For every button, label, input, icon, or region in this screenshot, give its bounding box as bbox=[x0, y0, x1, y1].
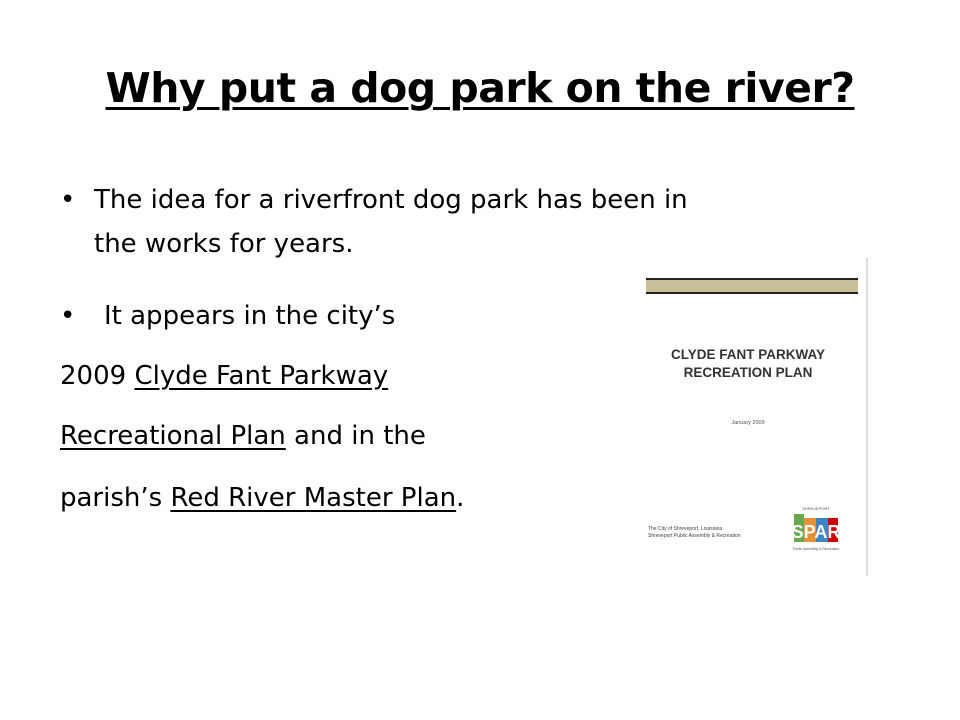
document-edge bbox=[866, 258, 868, 576]
bullet-icon: • bbox=[60, 301, 76, 331]
slide-title-text: Why put a dog park on the river? bbox=[105, 64, 855, 112]
document-footer bbox=[648, 526, 768, 540]
bullet-1-line-1: The idea for a riverfront dog park has been in bbox=[94, 185, 688, 215]
document-date: January 2009 bbox=[731, 420, 765, 426]
spar-logo-icon bbox=[786, 500, 846, 560]
document-footer-line-2: Shreveport Public Assembly & Recreation bbox=[648, 533, 741, 539]
red-river-master-plan-title: Red River Master Plan bbox=[170, 483, 457, 513]
bullet-icon: • bbox=[60, 185, 76, 215]
bullet-text-2: It appears in the city’s bbox=[104, 301, 396, 331]
document-header-bar bbox=[646, 278, 858, 294]
spar-logo-sub-text: Public Assembly & Recreation bbox=[792, 547, 840, 551]
spar-logo-text: SPAR bbox=[791, 522, 841, 542]
body-line-1-pre: 2009 bbox=[60, 361, 135, 391]
document-footer-line-1: The City of Shreveport, Louisiana bbox=[648, 526, 723, 532]
document-cover-image bbox=[626, 258, 870, 576]
document-title-line-2: RECREATION PLAN bbox=[683, 365, 813, 380]
body-line-3-pre: parish’s bbox=[60, 483, 171, 513]
bullet-1-line-2: the works for years. bbox=[94, 229, 354, 259]
body-line-2-post: and in the bbox=[285, 421, 426, 451]
bullet-text-1 bbox=[94, 178, 688, 266]
body-line-3-post: . bbox=[456, 483, 465, 513]
recreational-plan-title: Recreational Plan bbox=[60, 421, 286, 451]
slide-title bbox=[0, 58, 960, 118]
body-line-2 bbox=[60, 414, 426, 458]
document-title-line-1: CLYDE FANT PARKWAY bbox=[670, 347, 826, 362]
body-line-1 bbox=[60, 354, 388, 398]
spar-logo-top-text: SHREVEPORT bbox=[802, 506, 830, 511]
clyde-fant-parkway-title: Clyde Fant Parkway bbox=[134, 361, 389, 391]
document-title bbox=[626, 346, 870, 382]
body-line-3 bbox=[60, 476, 464, 520]
